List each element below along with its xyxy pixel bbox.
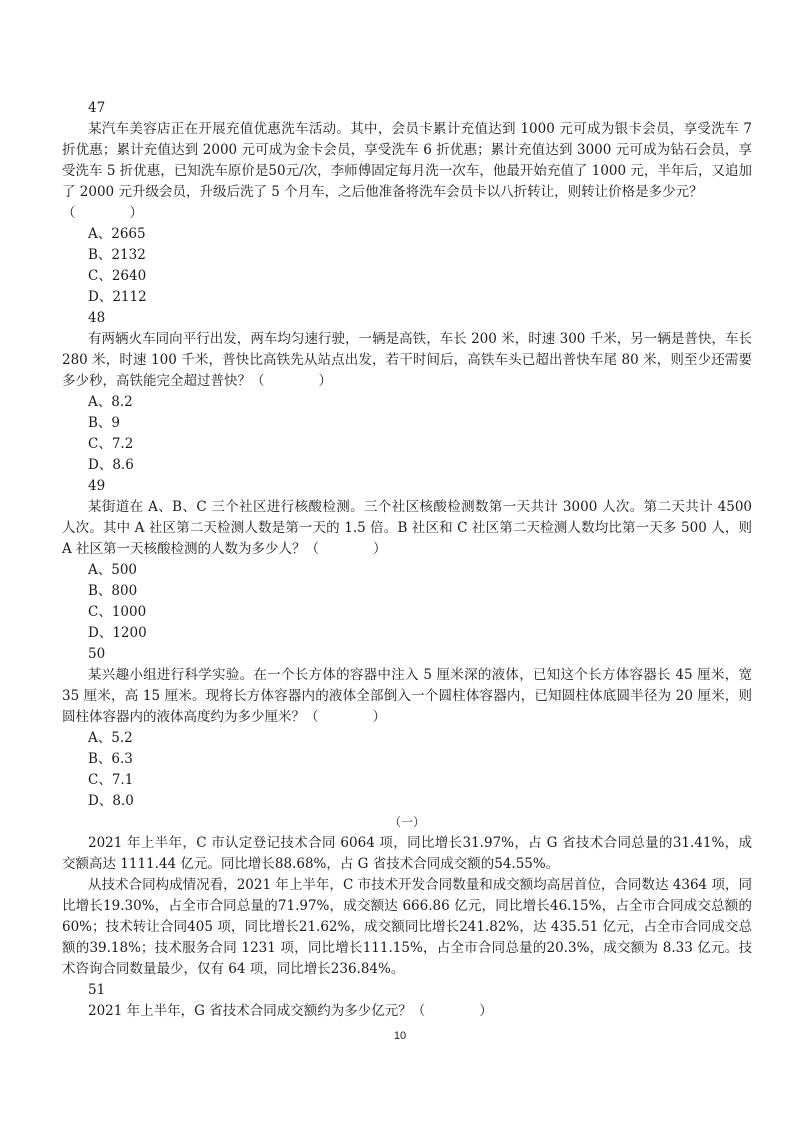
material-paragraph: 2021 年上半年，C 市认定登记技术合同 6064 项，同比增长31.97%，占 G 省技术合同总量的31.41%，成交额高达 1111.44 亿元。同比增长88.68%，占 G 省技术合同成交额的54.55%。 xyxy=(62,835,752,872)
option-d: D、1200 xyxy=(88,625,147,641)
question-number: 49 xyxy=(88,478,106,494)
question-number: 51 xyxy=(88,982,106,998)
option-d: D、8.0 xyxy=(88,793,134,809)
option-c: C、2640 xyxy=(88,268,147,284)
option-c: C、1000 xyxy=(88,604,147,620)
question-stem: 有两辆火车同向平行出发，两车均匀速行驶，一辆是高铁，车长 200 米，时速 300 千米，另一辆是普快，车长 280 米，时速 100 千米，普快比高铁先从站点出发，若干时间后，高铁车头已超出普快车尾 80 米，则至少还需要多少秒，高铁能完全超过普快？（ ） xyxy=(62,331,752,389)
option-b: B、800 xyxy=(88,583,138,599)
option-b: B、9 xyxy=(88,415,121,431)
option-d: D、2112 xyxy=(88,289,147,305)
option-b: B、6.3 xyxy=(88,751,133,767)
material-paragraph: 从技术合同构成情况看，2021 年上半年，C 市技术开发合同数量和成交额均高居首位，合同数达 4364 项，同比增长19.30%，占全市合同总量的71.97%，成交额达 666.86 亿元，同比增长46.15%，占全市合同成交总额的60%；技术转让合同405 项，同比增长21.62%，成交额同比增长241.82%，达 435.51 亿元，占全市合同成交总额的39.18%；技术服务合同 1231 项，同比增长111.15%，占全市合同总量的20.3%，成交额为 8.33 亿元。技术咨询合同数量最少，仅有 64 项，同比增长236.84%。 xyxy=(62,877,752,977)
question-number: 47 xyxy=(88,100,106,116)
option-b: B、2132 xyxy=(88,247,146,263)
page-content xyxy=(62,98,752,1022)
option-a: A、8.2 xyxy=(88,394,133,410)
page-number: 10 xyxy=(393,1030,407,1042)
option-c: C、7.2 xyxy=(88,436,134,452)
question-stem: 某兴趣小组进行科学实验。在一个长方体的容器中注入 5 厘米深的液体，已知这个长方体容器长 45 厘米，宽 35 厘米，高 15 厘米。现将长方体容器内的液体全部倒入一个圆柱体容器内，已知圆柱体底圆半径为 20 厘米，则圆柱体容器内的液体高度约为多少厘米？（ ） xyxy=(62,667,752,725)
question-number: 48 xyxy=(88,310,106,326)
option-a: A、5.2 xyxy=(88,730,133,746)
option-a: A、2665 xyxy=(88,226,146,242)
question-stem: 某汽车美容店正在开展充值优惠洗车活动。其中，会员卡累计充值达到 1000 元可成为银卡会员，享受洗车 7 折优惠；累计充值达到 2000 元可成为金卡会员，享受洗车 6 折优惠；累计充值达到 3000 元可成为钻石会员，享受洗车 5 折优惠，已知洗车原价是50元/次，李师傅固定每月洗一次车，他最开始充值了 1000 元，半年后，又追加了 2000 元升级会员，升级后洗了 5 个月车，之后他准备将洗车会员卡以八折转让，则转让价格是多少元？ xyxy=(62,121,752,200)
option-c: C、7.1 xyxy=(88,772,134,788)
section-title: （一） xyxy=(388,815,425,829)
answer-blank: （ ） xyxy=(62,205,143,221)
option-a: A、500 xyxy=(88,562,138,578)
option-d: D、8.6 xyxy=(88,457,134,473)
question-stem: 2021 年上半年，G 省技术合同成交额约为多少亿元？（ ） xyxy=(88,1003,493,1019)
question-stem: 某街道在 A、B、C 三个社区进行核酸检测。三个社区核酸检测数第一天共计 3000 人次。第二天共计 4500 人次。其中 A 社区第二天检测人数是第一天的 1.5 倍。B 社区和 C 社区第二天检测人数均比第一天多 500 人，则 A 社区第一天核酸检测的人数为多少人？（ ） xyxy=(62,499,752,557)
question-number: 50 xyxy=(88,646,106,662)
